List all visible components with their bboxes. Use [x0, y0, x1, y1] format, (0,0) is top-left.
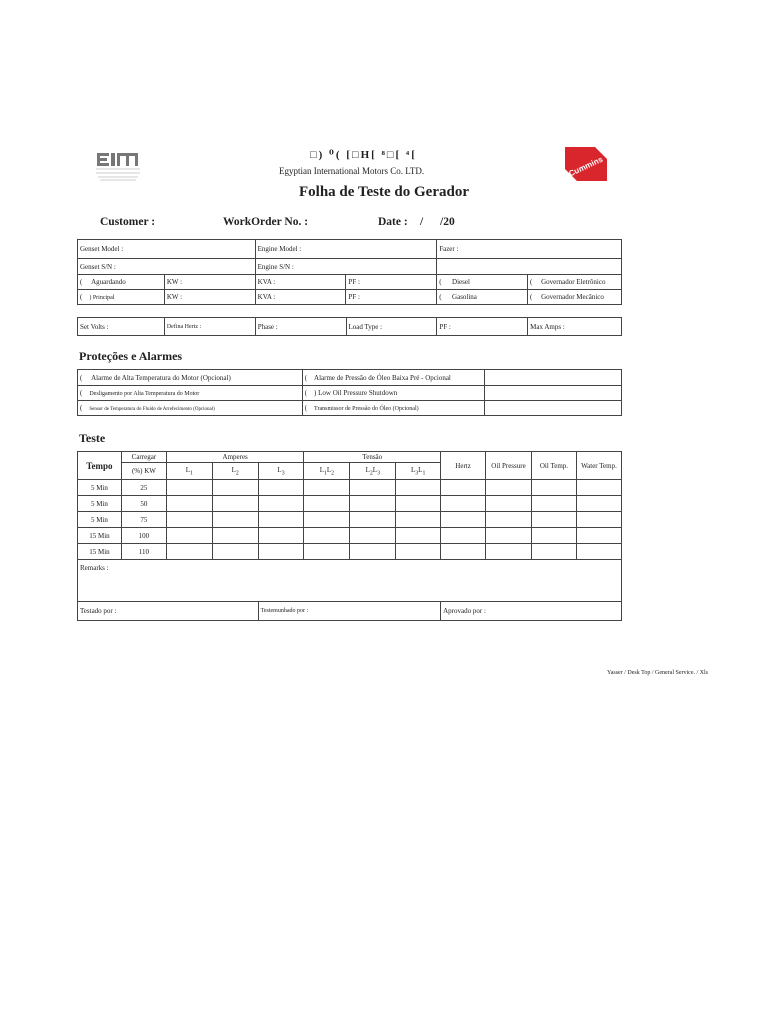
tempo-cell: 5 Min — [78, 496, 122, 512]
data-cell[interactable] — [212, 528, 258, 544]
aguardando-option[interactable]: ( Aguardando — [78, 275, 165, 290]
data-cell[interactable] — [350, 544, 396, 560]
date-label: Date : — [378, 216, 408, 228]
data-cell[interactable] — [531, 512, 576, 528]
protection-item[interactable]: ( Desligamento por Alta Temperatura do Motor — [78, 386, 303, 401]
data-cell[interactable] — [258, 496, 304, 512]
tempo-header: Tempo — [78, 452, 122, 480]
amperes-header: Amperes — [166, 452, 304, 463]
protection-item[interactable]: ( Sensor de Temperatura do Fluido de Arrefecimento (Opcional) — [78, 401, 303, 416]
gasolina-option[interactable]: ( Gasolina — [437, 290, 528, 305]
page-title: Folha de Teste do Gerador — [298, 184, 469, 200]
data-cell[interactable] — [350, 480, 396, 496]
protections-table — [77, 369, 622, 416]
data-cell[interactable] — [441, 544, 486, 560]
genset-info-table — [77, 239, 622, 305]
footer-file-path: Yasser / Desk Top / General Service. / Xls — [606, 670, 708, 676]
table-row — [78, 544, 622, 560]
pct-kw-header: (%) KW — [121, 463, 166, 480]
cummins-logo-icon — [561, 143, 611, 185]
hertz-header: Hertz — [441, 452, 486, 480]
company-name: Egyptian International Motors Co. LTD. — [279, 166, 425, 176]
data-cell[interactable] — [441, 528, 486, 544]
data-cell[interactable] — [166, 528, 212, 544]
load-cell: 25 — [121, 480, 166, 496]
data-cell[interactable] — [396, 528, 441, 544]
protection-item[interactable]: ( Transmissor de Pressão do Óleo (Opcional) — [302, 401, 484, 416]
protection-item[interactable]: ( Alarme de Alta Temperatura do Motor (Opcional) — [78, 370, 303, 386]
tempo-cell: 15 Min — [78, 528, 122, 544]
protection-item[interactable]: ( Alarme de Pressão de Óleo Baixa Pré - Opcional — [302, 370, 484, 386]
tempo-cell: 5 Min — [78, 480, 122, 496]
data-cell[interactable] — [576, 480, 621, 496]
tempo-cell: 15 Min — [78, 544, 122, 560]
aprovado-field[interactable]: Aprovado por : — [441, 602, 622, 621]
data-cell[interactable] — [212, 480, 258, 496]
gov-eletronico-option[interactable]: ( Governador Eletrônico — [528, 275, 622, 290]
set-volts-field[interactable]: Set Volts : — [78, 318, 165, 336]
data-cell[interactable] — [304, 496, 350, 512]
l1l2-header: $L_1L_2$ — [304, 463, 350, 480]
data-cell[interactable] — [576, 544, 621, 560]
table-row — [78, 480, 622, 496]
tensao-header: Tensão — [304, 452, 441, 463]
load-cell: 100 — [121, 528, 166, 544]
table-row — [78, 496, 622, 512]
testado-field[interactable]: Testado por : — [78, 602, 259, 621]
workorder-label: WorkOrder No. : — [223, 216, 309, 228]
data-cell[interactable] — [304, 512, 350, 528]
load-cell: 50 — [121, 496, 166, 512]
data-cell[interactable] — [396, 480, 441, 496]
data-cell[interactable] — [486, 480, 532, 496]
customer-label: Customer : — [100, 216, 156, 228]
table-row — [78, 512, 622, 528]
tempo-cell: 5 Min — [78, 512, 122, 528]
data-cell[interactable] — [258, 528, 304, 544]
oil-pressure-header: Oil Pressure — [486, 452, 532, 480]
load-type-field[interactable]: Load Type : — [346, 318, 437, 336]
data-cell[interactable] — [576, 528, 621, 544]
data-cell[interactable] — [396, 496, 441, 512]
empty-cell — [484, 386, 621, 401]
carregar-header: Carregar — [121, 452, 166, 463]
data-cell[interactable] — [350, 512, 396, 528]
data-cell[interactable] — [304, 528, 350, 544]
data-cell[interactable] — [350, 528, 396, 544]
data-cell[interactable] — [576, 512, 621, 528]
phase-field[interactable]: Phase : — [255, 318, 346, 336]
data-cell[interactable] — [486, 512, 532, 528]
gov-mecanico-option[interactable]: ( Governador Mecânico — [528, 290, 622, 305]
kva-field-1[interactable]: KVA : — [255, 275, 346, 290]
data-cell[interactable] — [304, 544, 350, 560]
data-cell[interactable] — [350, 496, 396, 512]
data-cell[interactable] — [396, 512, 441, 528]
set-volts-table — [77, 317, 622, 336]
principal-option[interactable]: ( ) Principal — [78, 290, 165, 305]
data-cell[interactable] — [212, 512, 258, 528]
l3l1-header: $L_3L_1$ — [396, 463, 441, 480]
genset-sn-field[interactable]: Genset S/N : — [78, 259, 256, 275]
load-cell: 75 — [121, 512, 166, 528]
date-slash: / — [420, 216, 424, 228]
customer-line — [100, 216, 500, 232]
data-cell[interactable] — [486, 544, 532, 560]
svg-text:Cummins: Cummins — [567, 154, 605, 179]
data-cell[interactable] — [258, 480, 304, 496]
table-row — [78, 528, 622, 544]
empty-cell — [484, 370, 621, 386]
data-cell[interactable] — [258, 512, 304, 528]
max-amps-field[interactable]: Max Amps : — [528, 318, 622, 336]
pf-field-1[interactable]: PF : — [346, 275, 437, 290]
data-cell[interactable] — [486, 528, 532, 544]
eim-logo-icon — [96, 150, 140, 184]
pf-field-2[interactable]: PF : — [346, 290, 437, 305]
date-year: /20 — [440, 216, 455, 228]
test-table — [77, 451, 622, 621]
data-cell[interactable] — [531, 480, 576, 496]
define-hertz-field[interactable]: Defina Hertz : — [164, 318, 255, 336]
remarks-field[interactable]: Remarks : — [78, 560, 622, 602]
empty-cell — [484, 401, 621, 416]
data-cell[interactable] — [576, 496, 621, 512]
data-cell[interactable] — [486, 496, 532, 512]
kva-field-2[interactable]: KVA : — [255, 290, 346, 305]
test-title: Teste — [79, 431, 106, 445]
data-cell[interactable] — [441, 496, 486, 512]
oil-temp-header: Oil Temp. — [531, 452, 576, 480]
testemunhado-field[interactable]: Testemunhado por : — [258, 602, 441, 621]
l1-header: $L_1$ — [166, 463, 212, 480]
data-cell[interactable] — [258, 544, 304, 560]
data-cell[interactable] — [212, 544, 258, 560]
load-cell: 110 — [121, 544, 166, 560]
l2-header: $L_2$ — [212, 463, 258, 480]
empty-cell — [437, 259, 622, 275]
data-cell[interactable] — [212, 496, 258, 512]
data-cell[interactable] — [166, 544, 212, 560]
kw-field-1[interactable]: KW : — [164, 275, 255, 290]
diesel-option[interactable]: ( Diesel — [437, 275, 528, 290]
arabic-company-name: □) ⁰( [□H[ ⁸□[ ⁴[ — [310, 149, 417, 161]
data-cell[interactable] — [531, 544, 576, 560]
data-cell[interactable] — [166, 512, 212, 528]
protection-item[interactable]: ( ) Low Oil Pressure Shutdown — [302, 386, 484, 401]
fazer-field[interactable]: Fazer : — [437, 240, 622, 259]
protections-title: Proteções e Alarmes — [79, 349, 183, 363]
l2l3-header: $L_2L_3$ — [350, 463, 396, 480]
data-cell[interactable] — [396, 544, 441, 560]
engine-sn-field[interactable]: Engine S/N : — [255, 259, 437, 275]
data-cell[interactable] — [531, 496, 576, 512]
data-cell[interactable] — [441, 480, 486, 496]
data-cell[interactable] — [166, 480, 212, 496]
l3-header: $L_3$ — [258, 463, 304, 480]
engine-model-field[interactable]: Engine Model : — [255, 240, 437, 259]
kw-field-2[interactable]: KW : — [164, 290, 255, 305]
water-temp-header: Water Temp. — [576, 452, 621, 480]
data-cell[interactable] — [304, 480, 350, 496]
data-cell[interactable] — [531, 528, 576, 544]
data-cell[interactable] — [441, 512, 486, 528]
data-cell[interactable] — [166, 496, 212, 512]
pf-field-3[interactable]: PF : — [437, 318, 528, 336]
genset-model-field[interactable]: Genset Model : — [78, 240, 256, 259]
